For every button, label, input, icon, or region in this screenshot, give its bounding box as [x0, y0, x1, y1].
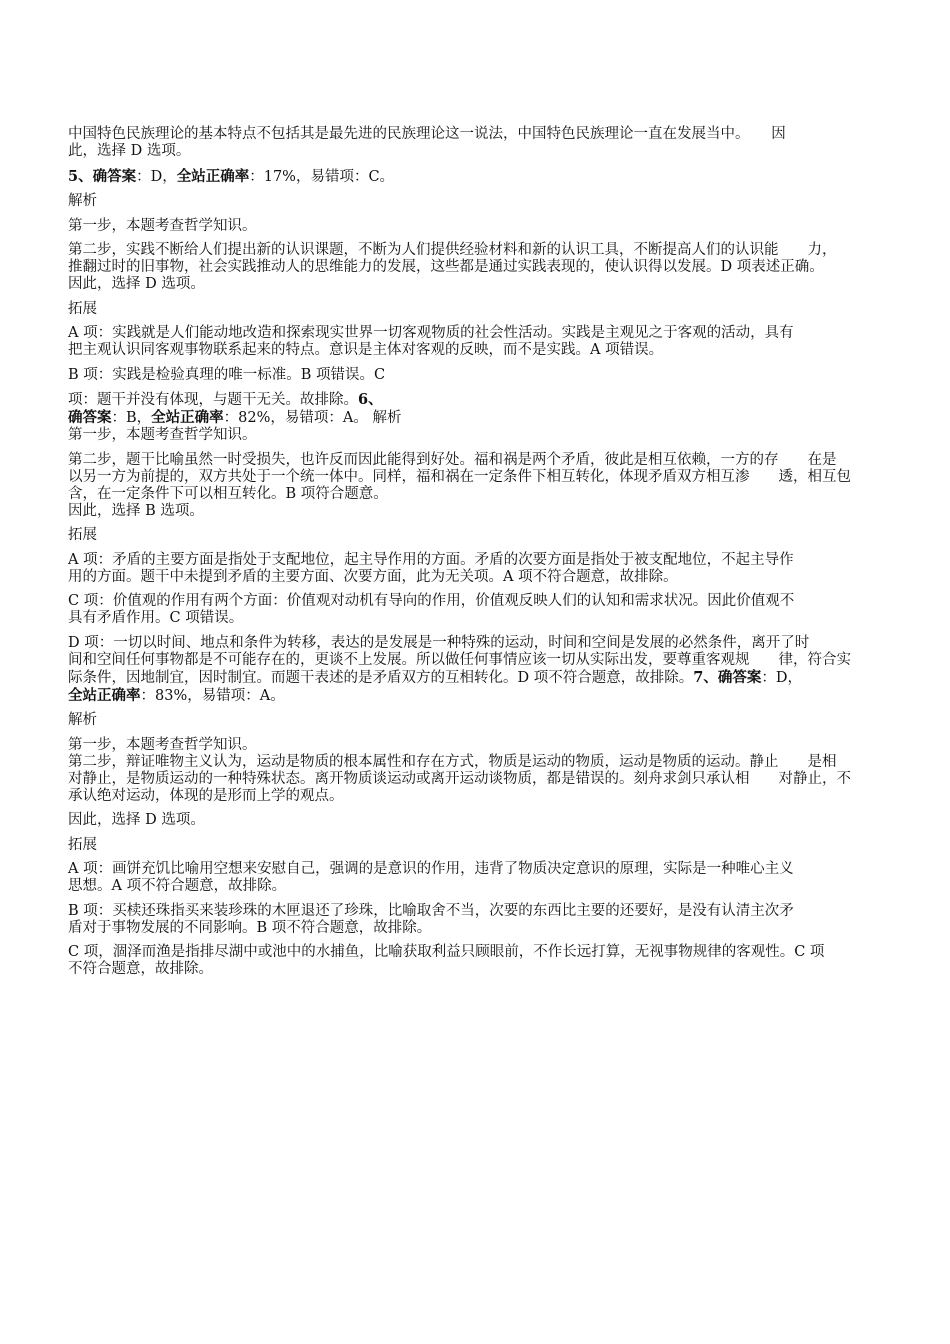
text-run: ：B，: [111, 410, 152, 426]
text-line: 解析: [68, 193, 97, 209]
text-line: 拓展: [68, 527, 97, 543]
text-line: D 项：一切以时间、地点和条件为转移，表达的是发展是一种特殊的运动，时间和空间是发展的必然条件，离开了时: [68, 634, 810, 651]
text-line: 对静止，是物质运动的一种特殊状态。离开物质谈运动或离开运动谈物质，都是错误的。刻舟求剑只承认相 对静止，不: [68, 770, 851, 787]
bold-text: 全站正确率: [151, 409, 224, 426]
text-line: 因此，选择 D 选项。: [68, 812, 205, 828]
text-line: 第二步，题干比喻虽然一时受损失，也许反而因此能得到好处。福和祸是两个矛盾，彼此是相互依赖，一方的存 在是: [68, 451, 837, 468]
text-line: 中国特色民族理论的基本特点不包括其是最先进的民族理论这一说法，中国特色民族理论一直在发展当中。 因: [68, 126, 786, 142]
text-line: 不符合题意，故排除。: [68, 961, 213, 977]
text-run: ：17%，易错项：C。: [249, 168, 395, 185]
text-line: 含，在一定条件下可以相互转化。B 项符合题意。: [68, 485, 388, 502]
text-line: [68, 409, 898, 427]
text-line: 间和空间任何事物都是不可能存在的，更谈不上发展。所以做任何事情应该一切从实际出发，要尊重客观规 律，符合实: [68, 651, 851, 668]
text-line: 以另一方为前提的，双方共处于一个统一体中。同样，福和祸在一定条件下相互转化，体现矛盾双方相互渗 透，相互包: [68, 468, 851, 485]
bold-text: 确答案: [68, 409, 112, 426]
text-run: ：D，: [136, 168, 177, 185]
text-line: [68, 168, 898, 186]
text-line: 思想。A 项不符合题意，故排除。: [68, 878, 287, 894]
text-line: B 项：实践是检验真理的唯一标准。B 项错误。C: [68, 366, 386, 383]
text-line: 推翻过时的旧事物，社会实践推动人的思维能力的发展，这些都是通过实践表现的，使认识得以发展。D 项表述正确。: [68, 259, 824, 275]
bold-text: 全站正确率: [176, 167, 250, 185]
text-run: ：83%，易错项：A。: [140, 687, 285, 704]
text-line: [68, 391, 898, 409]
bold-text: 全站正确率: [68, 686, 141, 704]
text-line: C 项，涸泽而渔是指排尽湖中或池中的水捕鱼，比喻获取利益只顾眼前，不作长远打算，无视事物规律的客观性。C 项: [68, 944, 825, 960]
text-line: 盾对于事物发展的不同影响。B 项不符合题意，故排除。: [68, 919, 432, 936]
text-line: 承认绝对运动，体现的是形而上学的观点。: [68, 787, 344, 804]
text-line: 第二步，实践不断给人们提出新的认识课题，不断为人们提供经验材料和新的认识工具，不断提高人们的认识能 力，: [68, 242, 837, 258]
text-line: 第一步，本题考查哲学知识。: [68, 427, 257, 443]
text-line: 因此，选择 D 选项。: [68, 276, 205, 292]
text-line: 此，选择 D 选项。: [68, 143, 191, 159]
text-line: [68, 687, 898, 705]
text-line: 把主观认识同客观事物联系起来的特点。意识是主体对客观的反映，而不是实践。A 项错误。: [68, 342, 664, 358]
text-line: 用的方面。题干中未提到矛盾的主要方面、次要方面，此为无关项。A 项不符合题意，故排除。: [68, 568, 678, 585]
text-line: C 项：价值观的作用有两个方面：价值观对动机有导向的作用，价值观反映人们的认知和需求状况。因此价值观不: [68, 593, 795, 609]
text-line: 因此，选择 B 选项。: [68, 502, 204, 519]
text-line: 第一步，本题考查哲学知识。: [68, 217, 257, 234]
bold-text: 7、确答案: [693, 668, 762, 686]
text-run: ：D，: [761, 669, 802, 686]
text-line: 具有矛盾作用。C 项错误。: [68, 610, 244, 626]
bold-text: 6、: [358, 391, 383, 408]
text-line: A 项：画饼充饥比喻用空想来安慰自己，强调的是意识的作用，违背了物质决定意识的原理，实际是一种唯心主义: [68, 861, 794, 877]
document-page: [68, 126, 898, 978]
text-line: B 项：买椟还珠指买来装珍珠的木匣退还了珍珠，比喻取舍不当，次要的东西比主要的还要好，是没有认清主次矛: [68, 902, 794, 919]
text-run: 际条件，因地制宜，因时制宜。而题干表述的是矛盾双方的互相转化。D 项不符合题意，故排除。: [68, 669, 694, 686]
text-line: A 项：实践就是人们能动地改造和探索现实世界一切客观物质的社会性活动。实践是主观见之于客观的活动，具有: [68, 325, 794, 341]
text-line: 拓展: [68, 300, 97, 317]
text-line: 第二步，辩证唯物主义认为，运动是物质的根本属性和存在方式，物质是运动的物质，运动是物质的运动。静止 是相: [68, 753, 837, 770]
text-line: 拓展: [68, 836, 97, 853]
text-line: [68, 669, 898, 687]
text-line: 解析: [68, 712, 97, 728]
text-line: A 项：矛盾的主要方面是指处于支配地位，起主导作用的方面。矛盾的次要方面是指处于被支配地位，不起主导作: [68, 551, 794, 568]
text-run: 项：题干并没有体现，与题干无关。故排除。: [68, 392, 358, 408]
text-line: 第一步，本题考查哲学知识。: [68, 736, 257, 753]
text-run: ：82%，易错项：A。 解析: [223, 410, 402, 426]
bold-text: 5、确答案: [68, 167, 137, 185]
